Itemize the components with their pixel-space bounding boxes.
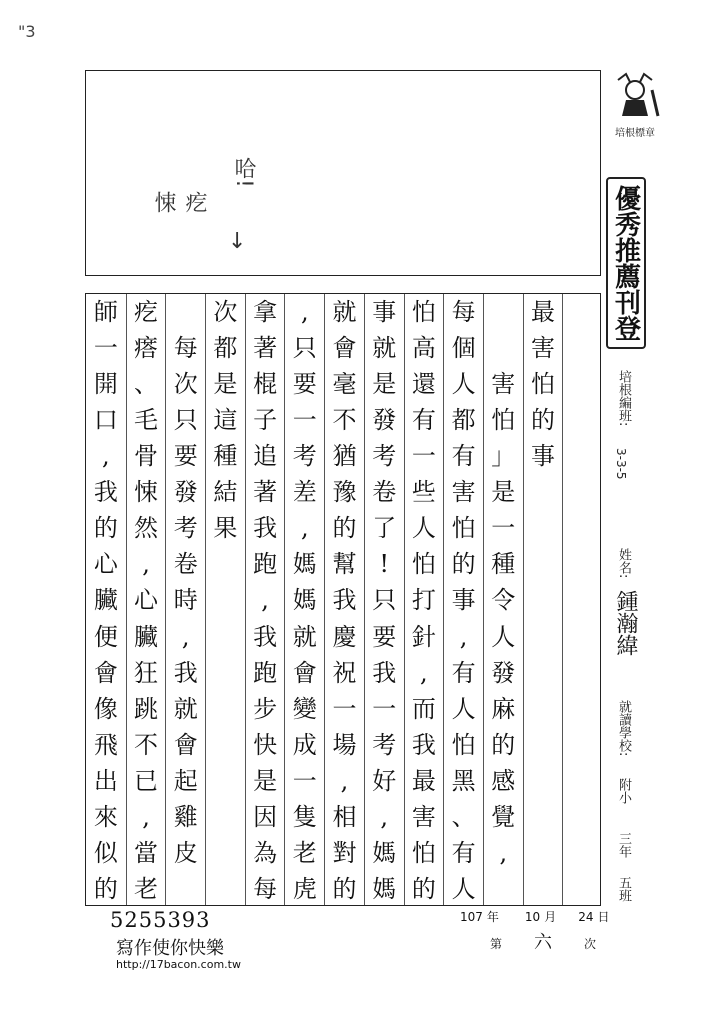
- essay-char: 心: [134, 586, 159, 615]
- essay-char: 成: [292, 730, 317, 759]
- essay-char: [206, 835, 245, 871]
- essay-char: 臟: [134, 622, 159, 651]
- essay-char: 、: [451, 802, 476, 831]
- essay-char: [563, 294, 602, 330]
- essay-char: 有: [411, 406, 436, 435]
- essay-char: 一: [292, 406, 317, 435]
- date-month-unit: 月: [544, 910, 557, 924]
- essay-char: 、: [134, 370, 159, 399]
- essay-char: 覺: [491, 802, 516, 831]
- essay-char: [206, 727, 245, 763]
- essay-char: 怕: [411, 298, 436, 327]
- essay-char: 老: [134, 874, 159, 903]
- essay-char: 是: [491, 478, 516, 507]
- essay-char: 老: [292, 838, 317, 867]
- essay-char: 差: [292, 478, 317, 507]
- essay-char: 黑: [451, 766, 476, 795]
- comment-exclaim: 哈!: [231, 157, 256, 188]
- essay-char: 次: [173, 370, 198, 399]
- essay-char: 而: [411, 694, 436, 723]
- essay-grid: [85, 293, 601, 906]
- essay-char: 疙: [134, 298, 159, 327]
- essay-char: 我: [93, 478, 118, 507]
- essay-char: 人: [491, 622, 516, 651]
- essay-char: 怕: [530, 370, 555, 399]
- essay-char: 飛: [93, 730, 118, 759]
- essay-char: [206, 763, 245, 799]
- essay-char: 的: [530, 406, 555, 435]
- essay-char: 要: [372, 622, 397, 651]
- essay-char: 種: [491, 550, 516, 579]
- essay-char: 虎: [292, 874, 317, 903]
- essay-char: 個: [451, 334, 476, 363]
- grade-value: 三年: [616, 832, 631, 858]
- essay-char: 我: [253, 514, 278, 543]
- essay-char: 棍: [253, 370, 278, 399]
- essay-char: ,: [181, 622, 190, 651]
- essay-char: 臟: [93, 586, 118, 615]
- essay-char: 事: [372, 298, 397, 327]
- essay-char: 一: [491, 514, 516, 543]
- seq-number: 六: [534, 932, 553, 953]
- essay-column: [404, 294, 444, 905]
- essay-char: 著: [253, 478, 278, 507]
- essay-char: 媽: [292, 586, 317, 615]
- essay-char: [563, 510, 602, 546]
- essay-char: 感: [491, 766, 516, 795]
- essay-char: 發: [372, 406, 397, 435]
- essay-char: [563, 366, 602, 402]
- essay-char: 猶: [332, 442, 357, 471]
- class-value: 3-3-5: [614, 448, 628, 480]
- essay-char: 似: [93, 838, 118, 867]
- essay-char: [484, 330, 523, 366]
- essay-char: 有: [451, 658, 476, 687]
- comment-words: 疙 悚: [151, 191, 207, 213]
- essay-char: 來: [93, 802, 118, 831]
- essay-char: 追: [253, 442, 278, 471]
- essay-char: 只: [292, 334, 317, 363]
- essay-char: 最: [411, 766, 436, 795]
- date-year: 107: [460, 910, 483, 924]
- essay-char: [206, 799, 245, 835]
- essay-char: 會: [332, 334, 357, 363]
- essay-char: 這: [213, 406, 238, 435]
- essay-char: 的: [451, 550, 476, 579]
- essay-char: 結: [213, 478, 238, 507]
- essay-char: 人: [411, 514, 436, 543]
- essay-char: 怕: [491, 406, 516, 435]
- essay-char: [563, 546, 602, 582]
- essay-char: 次: [213, 298, 238, 327]
- essay-char: 的: [491, 730, 516, 759]
- essay-char: 有: [451, 838, 476, 867]
- essay-char: [166, 294, 205, 330]
- essay-char: 都: [213, 334, 238, 363]
- essay-char: 考: [372, 730, 397, 759]
- essay-char: [206, 871, 245, 907]
- essay-char: 悚: [134, 478, 159, 507]
- essay-char: 祝: [332, 658, 357, 687]
- essay-column: [324, 294, 364, 905]
- bacon-logo: [608, 70, 662, 139]
- essay-char: 跳: [134, 694, 159, 723]
- essay-char: 怕: [411, 550, 436, 579]
- essay-char: 我: [411, 730, 436, 759]
- essay-char: [563, 474, 602, 510]
- essay-column: [562, 294, 602, 905]
- essay-char: 只: [173, 406, 198, 435]
- slogan: 寫作使你快樂: [116, 938, 224, 959]
- class-number: 五班: [616, 876, 631, 902]
- essay-column: [443, 294, 483, 905]
- essay-char: 子: [253, 406, 278, 435]
- essay-char: [563, 402, 602, 438]
- essay-char: 瘩: [134, 334, 159, 363]
- essay-char: 還: [411, 370, 436, 399]
- essay-char: 慶: [332, 622, 357, 651]
- date-month: 10: [524, 910, 541, 924]
- school-value: 附小: [616, 778, 631, 804]
- essay-char: [563, 691, 602, 727]
- essay-char: 媽: [372, 838, 397, 867]
- essay-char: [524, 582, 563, 618]
- essay-char: [524, 619, 563, 655]
- essay-char: 我: [253, 622, 278, 651]
- essay-char: ,: [142, 550, 150, 579]
- essay-column: [205, 294, 245, 905]
- school-label: 就讀學校:: [616, 700, 631, 757]
- essay-char: 跑: [253, 658, 278, 687]
- essay-char: [206, 691, 245, 727]
- essay-char: 就: [372, 334, 397, 363]
- essay-char: ,: [300, 298, 309, 327]
- essay-char: 最: [530, 298, 555, 327]
- essay-char: 卷: [173, 550, 198, 579]
- essay-char: 的: [332, 514, 357, 543]
- essay-column: [245, 294, 285, 905]
- date-day: 24: [578, 910, 594, 924]
- essay-char: [206, 582, 245, 618]
- essay-char: 的: [93, 514, 118, 543]
- essay-char: 一: [292, 766, 317, 795]
- essay-code: 5255393: [110, 908, 211, 932]
- essay-char: 的: [411, 874, 436, 903]
- essay-char: ,: [499, 838, 508, 867]
- essay-char: 好: [372, 766, 397, 795]
- essay-char: 麻: [491, 694, 516, 723]
- essay-char: [524, 655, 563, 691]
- name-value: 鍾瀚緯: [613, 590, 638, 656]
- logo-caption: 培根標章: [615, 128, 655, 139]
- essay-char: 便: [93, 622, 118, 651]
- essay-char: 怕: [411, 838, 436, 867]
- essay-char: 為: [253, 838, 278, 867]
- seq-suffix: 次: [584, 937, 597, 951]
- essay-column: [483, 294, 523, 905]
- essay-char: 害: [451, 478, 476, 507]
- essay-char: 一: [372, 694, 397, 723]
- comment-arrow: ↓: [228, 229, 247, 254]
- essay-char: 快: [253, 730, 278, 759]
- essay-char: 狂: [134, 658, 159, 687]
- essay-char: 骨: [134, 442, 159, 471]
- essay-char: 雞: [173, 802, 198, 831]
- essay-char: 害: [411, 802, 436, 831]
- essay-char: 出: [93, 766, 118, 795]
- essay-char: ,: [459, 622, 468, 651]
- essay-char: 的: [93, 874, 118, 903]
- essay-char: 的: [332, 874, 357, 903]
- essay-column: [86, 294, 126, 905]
- essay-char: 每: [451, 298, 476, 327]
- essay-char: 怕: [451, 514, 476, 543]
- essay-char: 卷: [372, 478, 397, 507]
- essay-char: 就: [332, 298, 357, 327]
- essay-char: 步: [253, 694, 278, 723]
- essay-char: [563, 330, 602, 366]
- mascot-icon: [608, 70, 662, 120]
- essay-char: 像: [93, 694, 118, 723]
- teacher-comment-box: [85, 70, 601, 276]
- date-line: [460, 908, 610, 925]
- essay-char: 考: [173, 514, 198, 543]
- essay-char: 了: [372, 514, 397, 543]
- essay-char: 人: [451, 370, 476, 399]
- essay-char: 毫: [332, 370, 357, 399]
- essay-char: 就: [173, 694, 198, 723]
- essay-char: 要: [173, 442, 198, 471]
- essay-column: [523, 294, 563, 905]
- essay-char: 都: [451, 406, 476, 435]
- essay-char: 時: [173, 586, 198, 615]
- essay-char: [206, 546, 245, 582]
- essay-char: [206, 619, 245, 655]
- essay-char: 媽: [372, 874, 397, 903]
- essay-char: 針: [411, 622, 436, 651]
- essay-column: [165, 294, 205, 905]
- essay-char: 心: [93, 550, 118, 579]
- essay-char: 會: [173, 730, 198, 759]
- essay-char: 場: [332, 730, 357, 759]
- essay-char: 豫: [332, 478, 357, 507]
- essay-char: 種: [213, 442, 238, 471]
- essay-char: 發: [491, 658, 516, 687]
- essay-char: ,: [261, 586, 269, 615]
- essay-char: 一: [411, 442, 436, 471]
- essay-char: 媽: [292, 550, 317, 579]
- essay-char: 皮: [173, 838, 198, 867]
- essay-column: [364, 294, 404, 905]
- essay-char: 考: [372, 442, 397, 471]
- essay-char: 口: [93, 406, 118, 435]
- essay-char: [206, 655, 245, 691]
- essay-char: 對: [332, 838, 357, 867]
- essay-char: 幫: [332, 550, 357, 579]
- essay-char: [524, 691, 563, 727]
- essay-char: 怕: [451, 730, 476, 759]
- essay-char: ,: [380, 802, 388, 831]
- essay-char: 是: [372, 370, 397, 399]
- essay-column: [284, 294, 324, 905]
- essay-char: 拿: [253, 298, 278, 327]
- essay-char: 果: [213, 514, 238, 543]
- essay-char: 師: [93, 298, 118, 327]
- seq-prefix: 第: [490, 937, 503, 951]
- essay-char: 著: [253, 334, 278, 363]
- essay-char: ,: [300, 514, 309, 543]
- essay-char: 害: [530, 334, 555, 363]
- class-label: 培根編班:: [616, 370, 631, 427]
- essay-char: 人: [451, 874, 476, 903]
- essay-char: 毛: [134, 406, 159, 435]
- essay-char: 令: [491, 586, 516, 615]
- essay-char: 要: [292, 370, 317, 399]
- essay-char: 變: [292, 694, 317, 723]
- essay-char: 事: [451, 586, 476, 615]
- essay-char: 打: [411, 586, 436, 615]
- essay-char: ,: [142, 802, 150, 831]
- essay-char: 每: [253, 874, 278, 903]
- essay-char: 有: [451, 442, 476, 471]
- essay-char: 因: [253, 802, 278, 831]
- essay-char: 人: [451, 694, 476, 723]
- essay-char: 些: [411, 478, 436, 507]
- essay-char: 一: [332, 694, 357, 723]
- essay-char: 害: [491, 370, 516, 399]
- essay-char: 相: [332, 802, 357, 831]
- essay-char: [524, 546, 563, 582]
- essay-char: [563, 438, 602, 474]
- essay-char: [563, 619, 602, 655]
- date-year-unit: 年: [486, 910, 499, 924]
- essay-char: ,: [420, 658, 428, 687]
- essay-char: 發: [173, 478, 198, 507]
- name-label: 姓名:: [616, 548, 631, 579]
- date-day-unit: 日: [597, 910, 610, 924]
- essay-char: ,: [340, 766, 349, 795]
- essay-char: 跑: [253, 550, 278, 579]
- sequence-line: [490, 928, 596, 954]
- essay-char: 就: [292, 622, 317, 651]
- essay-char: [524, 474, 563, 510]
- essay-char: [484, 294, 523, 330]
- essay-char: [563, 582, 602, 618]
- essay-char: 我: [372, 658, 397, 687]
- essay-char: 是: [213, 370, 238, 399]
- essay-char: 不: [332, 406, 357, 435]
- essay-char: 開: [93, 370, 118, 399]
- website-url: http://17bacon.com.tw: [116, 958, 241, 971]
- essay-char: 會: [292, 658, 317, 687]
- essay-char: 考: [292, 442, 317, 471]
- essay-char: 」: [491, 442, 516, 471]
- essay-char: 會: [93, 658, 118, 687]
- essay-column: [126, 294, 166, 905]
- essay-char: 不: [134, 730, 159, 759]
- essay-char: [524, 510, 563, 546]
- essay-char: 是: [253, 766, 278, 795]
- essay-char: 我: [173, 658, 198, 687]
- recommended-badge: 優秀推薦刊登: [606, 177, 646, 349]
- essay-char: 當: [134, 838, 159, 867]
- essay-char: 高: [411, 334, 436, 363]
- essay-char: 已: [134, 766, 159, 795]
- essay-char: !: [379, 550, 390, 579]
- essay-char: 起: [173, 766, 198, 795]
- essay-char: 一: [93, 334, 118, 363]
- essay-char: 只: [372, 586, 397, 615]
- essay-char: ,: [102, 442, 110, 471]
- essay-char: 隻: [292, 802, 317, 831]
- essay-char: 然: [134, 514, 159, 543]
- essay-char: [563, 655, 602, 691]
- header-mark: "3: [18, 22, 36, 41]
- essay-char: 我: [332, 586, 357, 615]
- essay-char: 每: [173, 334, 198, 363]
- essay-char: 事: [530, 442, 555, 471]
